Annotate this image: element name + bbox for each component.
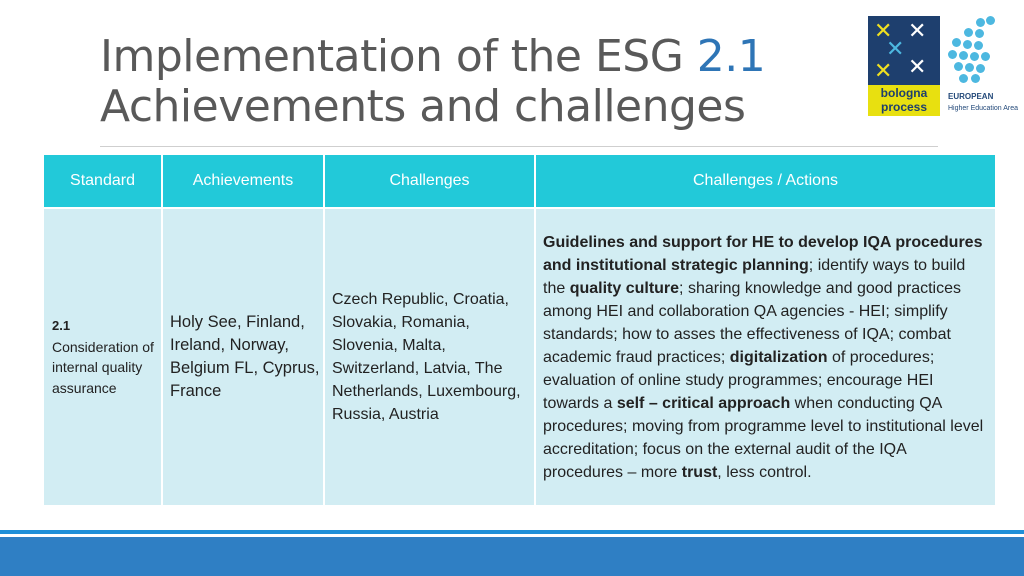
esg-table xyxy=(44,155,995,505)
footer-bar xyxy=(0,537,1024,576)
title-line1: Implementation of the ESG xyxy=(100,31,697,82)
standard-description: Consideration of internal quality assurance xyxy=(52,338,154,396)
cell-standard xyxy=(44,209,161,505)
cell-challenges xyxy=(325,209,534,505)
actions-segment: when conducting QA procedures; moving from programme level to institutional level accreditation; focus on the external audit of the IQA procedures – more xyxy=(543,394,984,481)
actions-text xyxy=(536,231,995,484)
ehea-puzzle-icon xyxy=(944,14,1004,84)
actions-emphasis: digitalization xyxy=(729,348,828,366)
actions-emphasis: Guidelines and support for HE to develop IQA procedures and institutional strategic planning xyxy=(543,233,983,274)
ehea-subtitle: Higher Education Area xyxy=(948,105,1019,112)
challenges-text: Czech Republic, Croatia, Slovakia, Romania, Slovenia, Malta, Switzerland, Latvia, The Netherlands, Luxembourg, Russia, Austria xyxy=(332,291,521,423)
ehea-name: EUROPEAN xyxy=(948,92,994,101)
header-standard: Standard xyxy=(44,155,161,207)
title-standard-number: 2.1 xyxy=(696,31,766,82)
footer-accent-line xyxy=(0,530,1024,534)
header-challenges: Challenges xyxy=(325,155,534,207)
actions-segment: ; identify ways to build the xyxy=(543,256,966,297)
header-challenges-actions: Challenges / Actions xyxy=(536,155,995,207)
header-achievements: Achievements xyxy=(163,155,323,207)
actions-segment: of procedures; evaluation of online study programmes; encourage HEI towards a xyxy=(543,348,935,412)
title-line2: Achievements and challenges xyxy=(100,81,746,132)
title-divider xyxy=(100,146,938,147)
actions-emphasis: trust xyxy=(681,463,718,481)
bologna-process-logo: ✕ ✕ ✕ ✕ ✕ bologna process xyxy=(868,16,940,116)
achievements-text: Holy See, Finland, Ireland, Norway, Belgium FL, Cyprus, France xyxy=(170,313,320,400)
actions-segment: , less control. xyxy=(717,463,812,481)
actions-emphasis: quality culture xyxy=(569,279,680,297)
bologna-process-label: bologna process xyxy=(868,85,940,116)
actions-segment: ; sharing knowledge and good practices among HEI and collaboration QA agencies - HEI; simplify standards; how to asses the effectiveness of IQA; combat academic fraud practices; xyxy=(543,279,962,366)
cell-achievements xyxy=(163,209,323,505)
cell-actions xyxy=(536,209,995,505)
actions-emphasis: self – critical approach xyxy=(616,394,791,412)
ehea-logo xyxy=(944,14,1024,120)
slide-title xyxy=(100,32,860,132)
standard-number: 2.1 xyxy=(52,318,71,333)
